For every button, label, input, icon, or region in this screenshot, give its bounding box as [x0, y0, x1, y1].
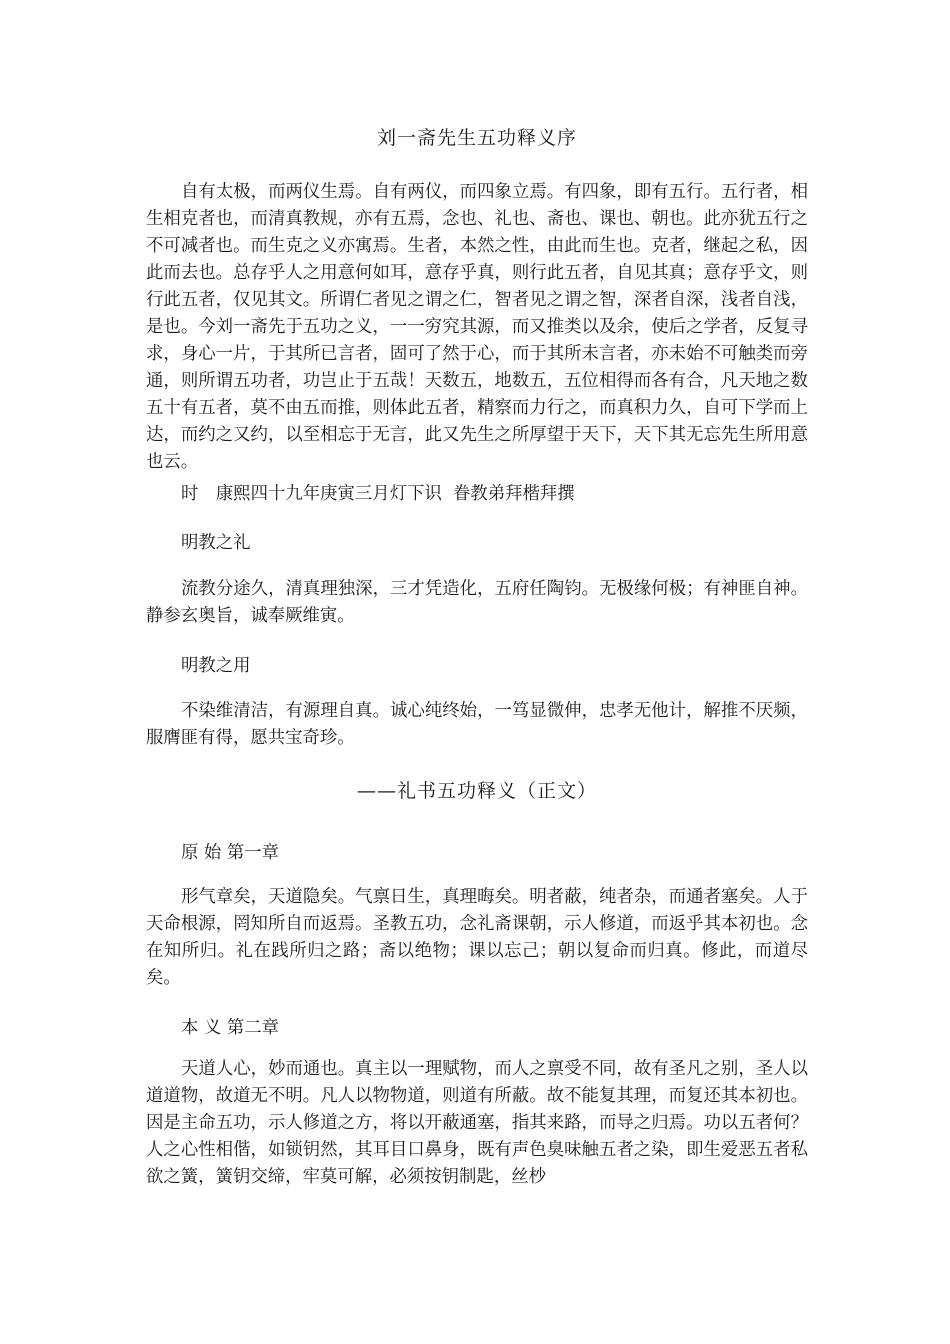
- section-heading-ming-jiao-zhi-li: 明教之礼: [181, 533, 251, 553]
- chapter-heading-2: 本 义 第二章: [181, 1018, 280, 1038]
- document-title: 刘一斋先生五功释义序: [376, 127, 577, 149]
- section-paragraph-li: 流教分途久，清真理独深，三才凭造化，五府任陶钧。无极缘何极；有神匪自神。静参玄奥旨，诚奉厥维寅。: [146, 579, 808, 626]
- chapter-paragraph-2: 天道人心，妙而通也。真主以一理赋物，而人之禀受不同，故有圣凡之别，圣人以道道物，故道无不明。凡人以物物道，则道有所蔽。故不能复其理，而复还其本初也。因是主命五功，示人修道之方，将以开蔽通塞，指其来路，而导之归焉。功以五者何？人之心性相偕，如锁钥然，其耳目口鼻身，既有声色臭味触五者之染，即生爱恶五者私欲之簧，簧钥交缔，牢莫可解，必须按钥制匙，丝杪: [146, 1059, 808, 1187]
- chapter-paragraph-1: 形气章矣，天道隐矣。气禀日生，真理晦矣。明者蔽，纯者杂，而通者塞矣。人于天命根源，罔知所自而返焉。圣教五功，念礼斋课朝，示人修道，而返乎其本初也。念在知所归。礼在践所归之路；斋以绝物；课以忘己；朝以复命而归真。修此，而道尽矣。: [146, 887, 808, 988]
- chapter-heading-1: 原 始 第一章: [181, 843, 280, 863]
- section-heading-ming-jiao-zhi-yong: 明教之用: [181, 656, 251, 676]
- section-paragraph-yong: 不染维清洁，有源理自真。诚心纯终始，一笃显微伸，忠孝无他计，解推不厌频，服膺匪有得，愿共宝奇珍。: [146, 701, 808, 748]
- preface-paragraph: 自有太极，而两仪生焉。自有两仪，而四象立焉。有四象，即有五行。五行者，相生相克者也，而清真教规，亦有五焉，念也、礼也、斋也、课也、朝也。此亦犹五行之不可减者也。而生克之义亦寓焉。生者，本然之性，由此而生也。克者，继起之私，因此而去也。总存乎人之用意何如耳，意存乎真，则行此五者，自见其真；意存乎文，则行此五者，仅见其文。所谓仁者见之谓之仁，智者见之谓之智，深者自深，浅者自浅，是也。今刘一斋先于五功之义，一一穷究其源，而又推类以及余，使后之学者，反复寻求，身心一片，于其所已言者，固可了然于心，而于其所未言者，亦未始不可触类而旁通，则所谓五功者，功岂止于五哉！天数五，地数五，五位相得而各有合，凡天地之数五十有五者，莫不由五而推，则体此五者，精察而力行之，而真积力久，自可下学而上达，而约之又约，以至相忘于无言，此又先生之所厚望于天下，天下其无忘先生所用意也云。: [146, 182, 808, 472]
- main-text-subtitle: ——礼书五功释义（正文）: [356, 780, 597, 802]
- preface-signature: 时 康熙四十九年庚寅三月灯下识 眷教弟拜楷拜撰: [181, 484, 575, 504]
